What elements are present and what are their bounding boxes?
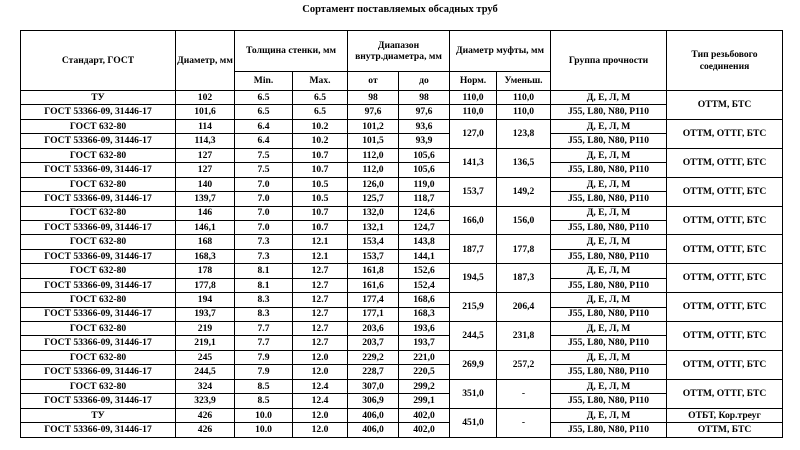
cell-inner-from: 97,6 xyxy=(348,105,399,119)
cell-coupling-reduced: 206,4 xyxy=(497,293,551,322)
cell-wall-min: 7.9 xyxy=(235,350,293,364)
cell-thread: ОТТМ, ОТТГ, БТС xyxy=(667,379,783,408)
cell-wall-max: 12.4 xyxy=(293,379,348,393)
cell-diameter: 219,1 xyxy=(176,336,235,350)
cell-wall-max: 12.7 xyxy=(293,293,348,307)
cell-wall-max: 10.7 xyxy=(293,220,348,234)
cell-standard: ТУ xyxy=(21,408,176,422)
cell-diameter: 139,7 xyxy=(176,192,235,206)
cell-grade: Д, Е, Л, М xyxy=(551,264,667,278)
cell-diameter: 323,9 xyxy=(176,394,235,408)
table-row xyxy=(21,293,783,307)
cell-coupling-reduced: 187,3 xyxy=(497,264,551,293)
cell-inner-to: 299,1 xyxy=(399,394,450,408)
cell-standard: ГОСТ 53366-09, 31446-17 xyxy=(21,163,176,177)
cell-wall-min: 6.5 xyxy=(235,91,293,105)
cell-coupling-reduced: - xyxy=(497,379,551,408)
cell-wall-max: 10.2 xyxy=(293,134,348,148)
cell-standard: ГОСТ 53366-09, 31446-17 xyxy=(21,192,176,206)
cell-thread: ОТТМ, ОТТГ, БТС xyxy=(667,119,783,148)
cell-coupling-norm: 187,7 xyxy=(450,235,497,264)
cell-diameter: 324 xyxy=(176,379,235,393)
cell-wall-max: 12.1 xyxy=(293,249,348,263)
cell-wall-min: 6.4 xyxy=(235,134,293,148)
cell-diameter: 146,1 xyxy=(176,220,235,234)
header-inner-to: до xyxy=(399,72,450,91)
cell-coupling-norm: 127,0 xyxy=(450,119,497,148)
table-row xyxy=(21,148,783,162)
cell-thread: ОТТМ, ОТТГ, БТС xyxy=(667,177,783,206)
header-wall-min: Min. xyxy=(235,72,293,91)
cell-coupling-reduced: - xyxy=(497,408,551,437)
cell-standard: ГОСТ 53366-09, 31446-17 xyxy=(21,105,176,119)
cell-diameter: 426 xyxy=(176,423,235,437)
cell-wall-max: 10.5 xyxy=(293,192,348,206)
cell-inner-from: 229,2 xyxy=(348,350,399,364)
cell-inner-from: 153,7 xyxy=(348,249,399,263)
cell-coupling-norm: 215,9 xyxy=(450,293,497,322)
header-wall: Толщина стенки, мм xyxy=(235,31,348,72)
cell-wall-min: 8.1 xyxy=(235,278,293,292)
cell-coupling-norm: 166,0 xyxy=(450,206,497,235)
cell-inner-to: 97,6 xyxy=(399,105,450,119)
cell-inner-to: 119,0 xyxy=(399,177,450,191)
cell-standard: ГОСТ 53366-09, 31446-17 xyxy=(21,307,176,321)
cell-coupling-norm: 110,0 xyxy=(450,105,497,119)
cell-diameter: 193,7 xyxy=(176,307,235,321)
cell-wall-min: 10.0 xyxy=(235,408,293,422)
cell-inner-to: 221,0 xyxy=(399,350,450,364)
cell-inner-from: 132,0 xyxy=(348,206,399,220)
cell-standard: ГОСТ 632-80 xyxy=(21,119,176,133)
cell-grade: Д, Е, Л, М xyxy=(551,119,667,133)
cell-inner-from: 228,7 xyxy=(348,365,399,379)
cell-standard: ГОСТ 632-80 xyxy=(21,322,176,336)
cell-inner-from: 101,2 xyxy=(348,119,399,133)
cell-diameter: 178 xyxy=(176,264,235,278)
cell-standard: ГОСТ 632-80 xyxy=(21,148,176,162)
cell-standard: ГОСТ 53366-09, 31446-17 xyxy=(21,336,176,350)
cell-inner-to: 124,6 xyxy=(399,206,450,220)
page-title: Сортамент поставляемых обсадных труб xyxy=(302,4,498,15)
cell-standard: ГОСТ 632-80 xyxy=(21,350,176,364)
cell-wall-max: 12.7 xyxy=(293,278,348,292)
header-coupling-norm: Норм. xyxy=(450,72,497,91)
cell-grade: Д, Е, Л, М xyxy=(551,379,667,393)
cell-coupling-reduced: 110,0 xyxy=(497,105,551,119)
cell-grade: Д, Е, Л, М xyxy=(551,91,667,105)
cell-inner-to: 299,2 xyxy=(399,379,450,393)
header-standard: Стандарт, ГОСТ xyxy=(21,31,176,91)
cell-wall-max: 10.7 xyxy=(293,206,348,220)
cell-standard: ТУ xyxy=(21,91,176,105)
cell-inner-from: 406,0 xyxy=(348,408,399,422)
cell-standard: ГОСТ 53366-09, 31446-17 xyxy=(21,220,176,234)
cell-wall-min: 7.0 xyxy=(235,177,293,191)
cell-coupling-reduced: 257,2 xyxy=(497,350,551,379)
cell-diameter: 101,6 xyxy=(176,105,235,119)
cell-coupling-norm: 110,0 xyxy=(450,91,497,105)
header-diameter: Диаметр, мм xyxy=(176,31,235,91)
cell-wall-min: 8.5 xyxy=(235,379,293,393)
cell-grade: J55, L80, N80, P110 xyxy=(551,365,667,379)
cell-inner-from: 406,0 xyxy=(348,423,399,437)
cell-grade: J55, L80, N80, P110 xyxy=(551,163,667,177)
cell-inner-to: 220,5 xyxy=(399,365,450,379)
cell-inner-to: 168,6 xyxy=(399,293,450,307)
cell-grade: J55, L80, N80, P110 xyxy=(551,220,667,234)
cell-wall-min: 7.9 xyxy=(235,365,293,379)
cell-coupling-reduced: 110,0 xyxy=(497,91,551,105)
cell-coupling-norm: 194,5 xyxy=(450,264,497,293)
cell-standard: ГОСТ 53366-09, 31446-17 xyxy=(21,423,176,437)
cell-coupling-reduced: 231,8 xyxy=(497,322,551,351)
cell-thread: ОТТМ, ОТТГ, БТС xyxy=(667,350,783,379)
cell-inner-to: 193,7 xyxy=(399,336,450,350)
cell-wall-max: 12.7 xyxy=(293,307,348,321)
cell-wall-max: 12.1 xyxy=(293,235,348,249)
cell-diameter: 168,3 xyxy=(176,249,235,263)
cell-standard: ГОСТ 53366-09, 31446-17 xyxy=(21,249,176,263)
cell-wall-max: 10.7 xyxy=(293,163,348,177)
table-row xyxy=(21,119,783,133)
cell-standard: ГОСТ 632-80 xyxy=(21,379,176,393)
cell-wall-min: 6.5 xyxy=(235,105,293,119)
cell-wall-min: 7.0 xyxy=(235,192,293,206)
cell-inner-to: 105,6 xyxy=(399,148,450,162)
cell-inner-from: 112,0 xyxy=(348,163,399,177)
cell-wall-max: 12.0 xyxy=(293,423,348,437)
cell-coupling-norm: 451,0 xyxy=(450,408,497,437)
cell-inner-to: 402,0 xyxy=(399,408,450,422)
cell-grade: Д, Е, Л, М xyxy=(551,322,667,336)
cell-coupling-reduced: 149,2 xyxy=(497,177,551,206)
cell-inner-to: 143,8 xyxy=(399,235,450,249)
cell-inner-from: 112,0 xyxy=(348,148,399,162)
cell-inner-from: 161,8 xyxy=(348,264,399,278)
cell-inner-from: 306,9 xyxy=(348,394,399,408)
cell-inner-to: 105,6 xyxy=(399,163,450,177)
table-row xyxy=(21,408,783,422)
cell-wall-max: 12.7 xyxy=(293,264,348,278)
cell-wall-min: 6.4 xyxy=(235,119,293,133)
cell-thread: ОТТМ, ОТТГ, БТС xyxy=(667,293,783,322)
cell-standard: ГОСТ 53366-09, 31446-17 xyxy=(21,134,176,148)
cell-standard: ГОСТ 632-80 xyxy=(21,235,176,249)
casing-pipe-table xyxy=(20,30,783,438)
cell-inner-from: 126,0 xyxy=(348,177,399,191)
cell-grade: J55, L80, N80, P110 xyxy=(551,134,667,148)
cell-inner-from: 125,7 xyxy=(348,192,399,206)
cell-diameter: 244,5 xyxy=(176,365,235,379)
cell-diameter: 102 xyxy=(176,91,235,105)
cell-coupling-norm: 141,3 xyxy=(450,148,497,177)
cell-wall-max: 12.0 xyxy=(293,365,348,379)
cell-grade: Д, Е, Л, М xyxy=(551,408,667,422)
cell-wall-min: 7.5 xyxy=(235,163,293,177)
cell-diameter: 140 xyxy=(176,177,235,191)
table-row xyxy=(21,91,783,105)
cell-grade: J55, L80, N80, P110 xyxy=(551,278,667,292)
cell-coupling-reduced: 136,5 xyxy=(497,148,551,177)
cell-grade: J55, L80, N80, P110 xyxy=(551,249,667,263)
header-inner-from: от xyxy=(348,72,399,91)
table-row xyxy=(21,322,783,336)
header-grade: Группа прочности xyxy=(551,31,667,91)
cell-inner-to: 168,3 xyxy=(399,307,450,321)
cell-standard: ГОСТ 53366-09, 31446-17 xyxy=(21,394,176,408)
cell-inner-to: 93,6 xyxy=(399,119,450,133)
cell-wall-max: 6.5 xyxy=(293,91,348,105)
cell-wall-max: 12.0 xyxy=(293,350,348,364)
cell-wall-max: 12.4 xyxy=(293,394,348,408)
cell-thread: ОТТМ, ОТТГ, БТС xyxy=(667,148,783,177)
cell-wall-max: 10.7 xyxy=(293,148,348,162)
cell-inner-to: 93,9 xyxy=(399,134,450,148)
cell-diameter: 177,8 xyxy=(176,278,235,292)
cell-inner-from: 177,1 xyxy=(348,307,399,321)
cell-grade: Д, Е, Л, М xyxy=(551,235,667,249)
table-body xyxy=(21,91,783,438)
cell-coupling-norm: 244,5 xyxy=(450,322,497,351)
header-inner-diameter: Диапазон внутр.диаметра, мм xyxy=(348,31,450,72)
cell-standard: ГОСТ 53366-09, 31446-17 xyxy=(21,365,176,379)
cell-wall-min: 7.7 xyxy=(235,336,293,350)
cell-wall-min: 7.0 xyxy=(235,206,293,220)
cell-inner-to: 402,0 xyxy=(399,423,450,437)
cell-thread: ОТТМ, ОТТГ, БТС xyxy=(667,235,783,264)
cell-wall-min: 8.5 xyxy=(235,394,293,408)
cell-inner-from: 101,5 xyxy=(348,134,399,148)
cell-standard: ГОСТ 632-80 xyxy=(21,206,176,220)
cell-wall-max: 10.5 xyxy=(293,177,348,191)
cell-wall-max: 6.5 xyxy=(293,105,348,119)
cell-coupling-reduced: 177,8 xyxy=(497,235,551,264)
cell-diameter: 146 xyxy=(176,206,235,220)
table-row xyxy=(21,235,783,249)
cell-inner-to: 124,7 xyxy=(399,220,450,234)
cell-grade: Д, Е, Л, М xyxy=(551,293,667,307)
cell-inner-from: 161,6 xyxy=(348,278,399,292)
cell-diameter: 194 xyxy=(176,293,235,307)
cell-inner-to: 118,7 xyxy=(399,192,450,206)
cell-diameter: 426 xyxy=(176,408,235,422)
cell-coupling-reduced: 156,0 xyxy=(497,206,551,235)
cell-grade: J55, L80, N80, P110 xyxy=(551,423,667,437)
cell-inner-to: 144,1 xyxy=(399,249,450,263)
cell-wall-min: 7.3 xyxy=(235,235,293,249)
cell-wall-max: 12.7 xyxy=(293,336,348,350)
cell-grade: J55, L80, N80, P110 xyxy=(551,336,667,350)
cell-wall-min: 7.0 xyxy=(235,220,293,234)
cell-wall-max: 10.2 xyxy=(293,119,348,133)
cell-wall-min: 7.3 xyxy=(235,249,293,263)
header-coupling-reduced: Уменьш. xyxy=(497,72,551,91)
cell-diameter: 114,3 xyxy=(176,134,235,148)
header-coupling-diameter: Диаметр муфты, мм xyxy=(450,31,551,72)
cell-thread: ОТТМ, БТС xyxy=(667,423,783,437)
table-row xyxy=(21,264,783,278)
cell-inner-to: 193,6 xyxy=(399,322,450,336)
cell-standard: ГОСТ 632-80 xyxy=(21,177,176,191)
cell-diameter: 168 xyxy=(176,235,235,249)
table-row xyxy=(21,206,783,220)
cell-diameter: 127 xyxy=(176,163,235,177)
cell-wall-min: 8.1 xyxy=(235,264,293,278)
cell-inner-from: 177,4 xyxy=(348,293,399,307)
cell-wall-min: 8.3 xyxy=(235,307,293,321)
cell-inner-to: 152,4 xyxy=(399,278,450,292)
cell-grade: Д, Е, Л, М xyxy=(551,206,667,220)
cell-thread: ОТТМ, БТС xyxy=(667,91,783,120)
cell-inner-from: 153,4 xyxy=(348,235,399,249)
cell-thread: ОТТМ, ОТТГ, БТС xyxy=(667,264,783,293)
cell-inner-to: 98 xyxy=(399,91,450,105)
cell-diameter: 245 xyxy=(176,350,235,364)
cell-thread: ОТТМ, ОТТГ, БТС xyxy=(667,322,783,351)
cell-inner-from: 203,7 xyxy=(348,336,399,350)
cell-wall-min: 10.0 xyxy=(235,423,293,437)
header-wall-max: Max. xyxy=(293,72,348,91)
cell-wall-max: 12.7 xyxy=(293,322,348,336)
cell-grade: Д, Е, Л, М xyxy=(551,148,667,162)
cell-standard: ГОСТ 632-80 xyxy=(21,264,176,278)
cell-inner-to: 152,6 xyxy=(399,264,450,278)
cell-wall-min: 8.3 xyxy=(235,293,293,307)
cell-inner-from: 98 xyxy=(348,91,399,105)
cell-standard: ГОСТ 632-80 xyxy=(21,293,176,307)
cell-wall-min: 7.5 xyxy=(235,148,293,162)
cell-wall-max: 12.0 xyxy=(293,408,348,422)
table-row xyxy=(21,379,783,393)
cell-diameter: 127 xyxy=(176,148,235,162)
table-row xyxy=(21,423,783,437)
cell-inner-from: 132,1 xyxy=(348,220,399,234)
cell-diameter: 114 xyxy=(176,119,235,133)
cell-coupling-reduced: 123,8 xyxy=(497,119,551,148)
cell-standard: ГОСТ 53366-09, 31446-17 xyxy=(21,278,176,292)
cell-thread: ОТБТ, Кор.треуг xyxy=(667,408,783,422)
cell-grade: J55, L80, N80, P110 xyxy=(551,105,667,119)
cell-grade: J55, L80, N80, P110 xyxy=(551,394,667,408)
cell-grade: J55, L80, N80, P110 xyxy=(551,307,667,321)
cell-grade: J55, L80, N80, P110 xyxy=(551,192,667,206)
cell-inner-from: 307,0 xyxy=(348,379,399,393)
cell-diameter: 219 xyxy=(176,322,235,336)
cell-grade: Д, Е, Л, М xyxy=(551,177,667,191)
cell-coupling-norm: 351,0 xyxy=(450,379,497,408)
cell-thread: ОТТМ, ОТТГ, БТС xyxy=(667,206,783,235)
table-row xyxy=(21,177,783,191)
header-thread: Тип резьбового соединения xyxy=(667,31,783,91)
cell-inner-from: 203,6 xyxy=(348,322,399,336)
cell-wall-min: 7.7 xyxy=(235,322,293,336)
cell-coupling-norm: 153,7 xyxy=(450,177,497,206)
cell-coupling-norm: 269,9 xyxy=(450,350,497,379)
table-header xyxy=(21,31,783,91)
table-row xyxy=(21,350,783,364)
cell-grade: Д, Е, Л, М xyxy=(551,350,667,364)
